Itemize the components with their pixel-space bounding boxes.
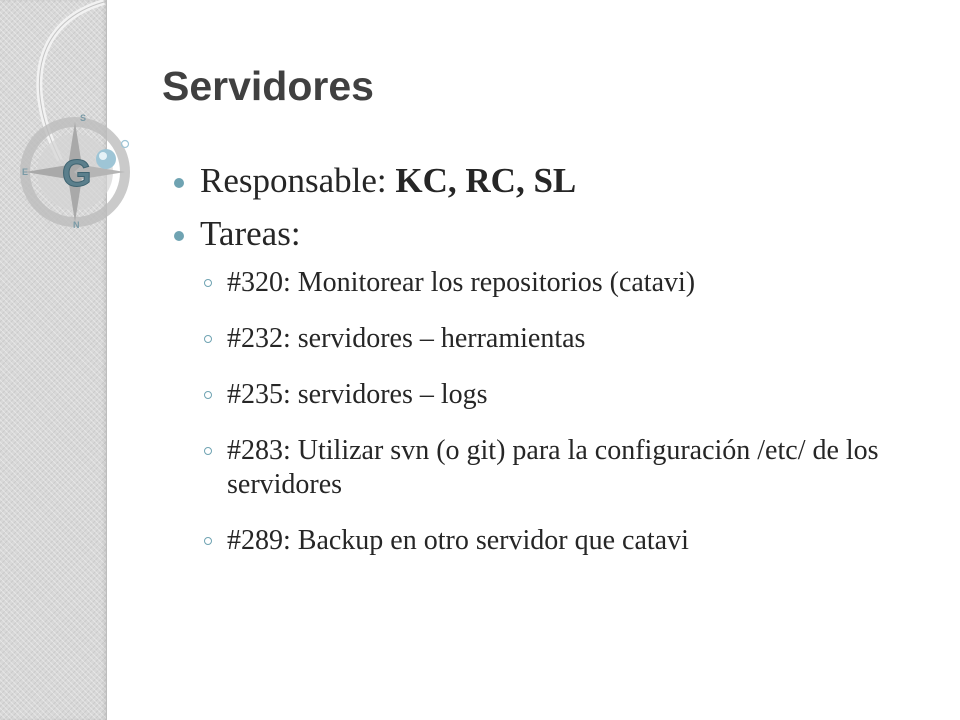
compass-letter-e: E <box>22 167 29 177</box>
task-item <box>170 266 940 300</box>
list-item-tareas <box>170 213 940 255</box>
task-text: #320: Monitorear los repositorios (catavi) <box>227 267 696 298</box>
list-item-responsable <box>170 160 940 202</box>
sub-bullet-ring-icon <box>204 391 212 399</box>
sub-bullet-ring-icon <box>204 447 212 455</box>
compass-letter-s: S <box>80 113 87 123</box>
sub-bullet-ring-icon <box>204 279 212 287</box>
task-item <box>170 378 940 412</box>
sub-bullet-ring-icon <box>204 537 212 545</box>
bullet-dot-icon <box>174 231 184 241</box>
task-text: #232: servidores – herramientas <box>227 323 586 354</box>
task-item <box>170 322 940 356</box>
sub-bullet-ring-icon <box>204 335 212 343</box>
task-text: #235: servidores – logs <box>227 379 488 410</box>
compass-letter-n: N <box>73 220 80 230</box>
responsable-label: Responsable: <box>200 161 396 200</box>
compass-logo-icon <box>10 100 140 240</box>
bullet-dot-icon <box>174 178 184 188</box>
responsable-value: KC, RC, SL <box>395 161 577 200</box>
task-text: #283: Utilizar svn (o git) para la configuración /etc/ de los servidores <box>227 435 879 500</box>
task-list <box>170 266 940 558</box>
task-item <box>170 434 940 502</box>
slide-content <box>170 160 940 580</box>
task-text: #289: Backup en otro servidor que catavi <box>227 525 689 556</box>
task-item <box>170 524 940 558</box>
tareas-label: Tareas: <box>200 214 301 253</box>
compass-letter-g: G <box>62 153 92 195</box>
page-title: Servidores <box>162 63 374 109</box>
